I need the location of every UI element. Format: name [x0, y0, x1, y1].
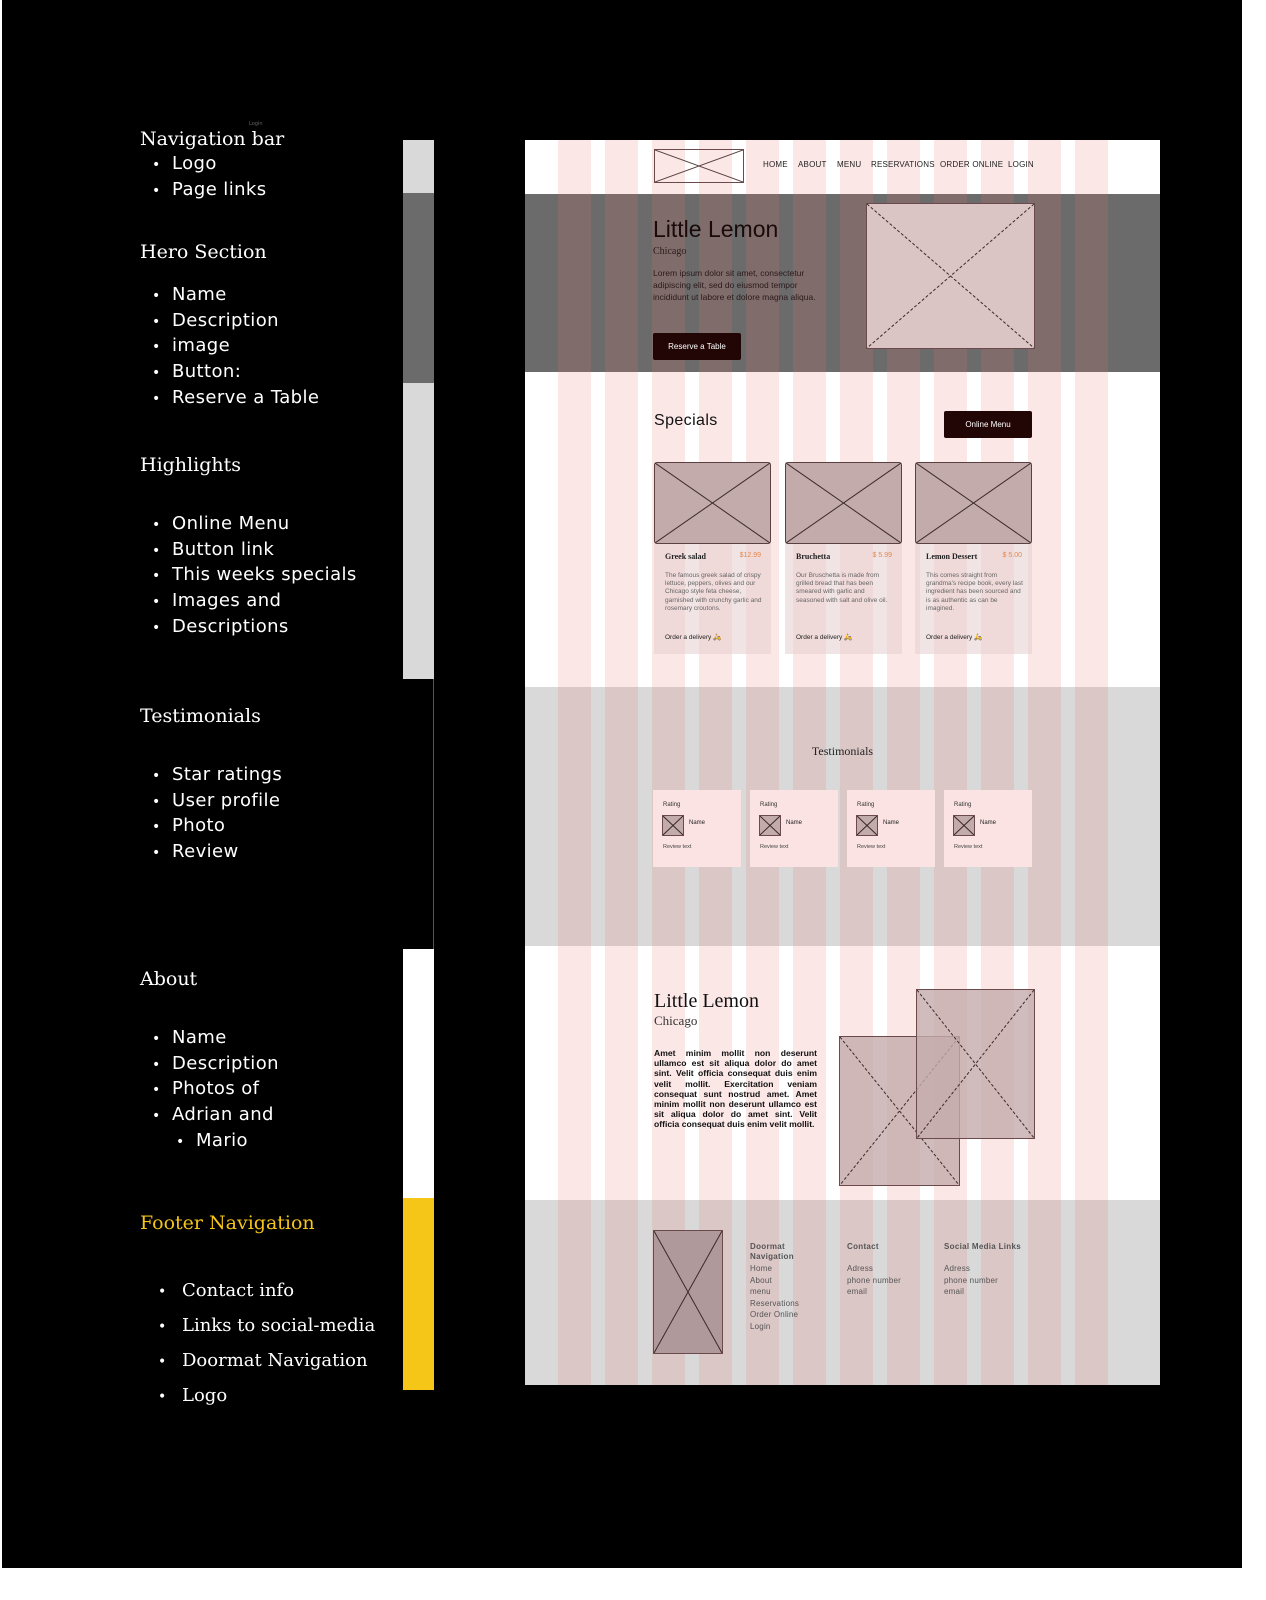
contact-email[interactable]: email: [847, 1287, 868, 1296]
order-delivery-label: Order a delivery: [665, 634, 712, 641]
footer-social-list: [944, 1263, 998, 1298]
footer-contact-heading: Contact: [847, 1242, 879, 1251]
hero-subtitle: Chicago: [653, 246, 687, 257]
ann-item: • Photo: [152, 814, 282, 840]
user-photo-placeholder: [759, 815, 781, 836]
ann-item: • User profile: [152, 789, 282, 815]
section-bar-highlights: [403, 383, 434, 679]
ann-title-navigation: Navigation bar: [140, 128, 285, 150]
testimonials-title: Testimonials: [811, 744, 874, 758]
ann-list-about: [152, 1026, 279, 1155]
tiny-label: Login: [249, 121, 263, 127]
testimonial-name: Name: [980, 820, 997, 826]
reserve-table-button[interactable]: Reserve a Table: [653, 333, 741, 360]
hero-image-placeholder: [866, 203, 1035, 349]
ann-list-highlights: [152, 512, 357, 641]
ann-item: • Reserve a Table: [152, 386, 319, 412]
nav-link-menu[interactable]: MENU: [837, 160, 862, 169]
footer-link-home[interactable]: Home: [750, 1264, 773, 1273]
special-card: [785, 462, 902, 654]
ann-item: • Page links: [152, 178, 267, 204]
ann-item: • Name: [152, 1026, 279, 1052]
footer-logo-placeholder[interactable]: [653, 1230, 723, 1354]
order-delivery-link[interactable]: [665, 633, 721, 641]
special-description: This comes straight from grandma's recipe book, every last ingredient has been sourced and is as authentic as can be imagined.: [926, 572, 1023, 612]
footer-doormat-heading: Doormat Navigation: [750, 1242, 794, 1261]
footer-band: [525, 1200, 1160, 1385]
ann-item: • Button link: [152, 538, 357, 564]
section-bar-about: [403, 949, 434, 1198]
special-price: $ 5.00: [1002, 552, 1022, 559]
user-photo-placeholder: [662, 815, 684, 836]
ann-title-highlights: Highlights: [140, 454, 241, 476]
ann-title-footer: Footer Navigation: [140, 1212, 315, 1234]
ann-item: • image: [152, 334, 319, 360]
ann-list-hero: [152, 283, 319, 412]
ann-item: • Logo: [152, 152, 267, 178]
ann-item: • Doormat Navigation: [158, 1344, 375, 1379]
special-card: [654, 462, 771, 654]
section-bar-nav: [403, 140, 434, 193]
ann-item: • Button:: [152, 360, 319, 386]
footer-doormat-links: [750, 1263, 799, 1332]
hero-band: [525, 194, 1160, 372]
nav-link-login[interactable]: LOGIN: [1008, 160, 1034, 169]
contact-phone[interactable]: phone number: [847, 1275, 901, 1285]
ann-title-hero: Hero Section: [140, 241, 267, 263]
user-photo-placeholder: [856, 815, 878, 836]
ann-list-footer: [158, 1274, 375, 1414]
special-description: Our Bruschetta is made from grilled bread that has been smeared with garlic and seasoned with salt and olive oil.: [796, 572, 888, 604]
footer-contact-list: [847, 1263, 901, 1298]
testimonial-name: Name: [883, 820, 900, 826]
delivery-icon: 🛵: [974, 634, 983, 641]
testimonial-name: Name: [689, 820, 706, 826]
ann-item: • Images and: [152, 589, 357, 615]
order-delivery-label: Order a delivery: [796, 634, 843, 641]
section-bar-testimonials: [403, 679, 434, 949]
testimonial-rating: Rating: [857, 802, 875, 808]
ann-title-about: About: [140, 968, 198, 990]
ann-title-testimonials: Testimonials: [140, 705, 261, 727]
about-subtitle: Chicago: [654, 1013, 698, 1028]
testimonials-band: [525, 687, 1160, 946]
user-photo-placeholder: [953, 815, 975, 836]
ann-item: • Links to social-media: [158, 1309, 375, 1344]
social-email[interactable]: email: [944, 1287, 965, 1296]
online-menu-button[interactable]: Online Menu: [944, 411, 1032, 438]
ann-item: • Description: [152, 1052, 279, 1078]
ann-item: • Descriptions: [152, 615, 357, 641]
logo-placeholder[interactable]: [654, 149, 744, 183]
ann-list-testimonials: [152, 763, 282, 866]
footer-link-about[interactable]: About: [750, 1275, 772, 1285]
hero-description: Lorem ipsum dolor sit amet, consectetur adipiscing elit, sed do eiusmod tempor incididunt ut labore et dolore magna aliqua.: [653, 268, 816, 302]
testimonial-review: Review text: [954, 844, 983, 850]
testimonial-rating: Rating: [760, 802, 778, 808]
social-phone[interactable]: phone number: [944, 1275, 998, 1285]
order-delivery-link[interactable]: [796, 633, 852, 641]
ann-list-navigation: [152, 152, 267, 203]
special-description: The famous greek salad of crispy lettuce, peppers, olives and our Chicago style feta cheese, garnished with crunchy garlic and rosemary croutons.: [665, 572, 762, 612]
specials-title: Specials: [654, 412, 718, 429]
testimonial-rating: Rating: [663, 802, 681, 808]
special-name: Lemon Dessert: [926, 552, 978, 561]
ann-item: • This weeks specials: [152, 563, 357, 589]
about-photo-placeholder-mario: [916, 989, 1035, 1139]
ann-item: • Logo: [158, 1379, 375, 1414]
special-image-placeholder: [654, 462, 771, 544]
nav-link-home[interactable]: HOME: [763, 160, 788, 169]
footer-link-reservations[interactable]: Reservations: [750, 1298, 800, 1308]
about-title: Little Lemon: [654, 990, 759, 1012]
delivery-icon: 🛵: [844, 634, 853, 641]
social-address[interactable]: Adress: [944, 1264, 971, 1273]
special-price: $12.99: [739, 552, 761, 559]
contact-address: Adress: [847, 1264, 874, 1273]
delivery-icon: 🛵: [713, 634, 722, 641]
order-delivery-link[interactable]: [926, 633, 982, 641]
about-description: Amet minim mollit non deserunt ullamco est sit aliqua dolor do amet sint. Velit officia consequat duis enim velit mollit. Exercitation veniam consequat sunt nostrud amet. Amet minim mollit non deserunt ullamco est sit aliqua dolor do amet sint. Velit officia consequat duis enim velit mollit.: [654, 1048, 817, 1130]
ann-item: • Name: [152, 283, 319, 309]
ann-item: • Online Menu: [152, 512, 357, 538]
section-bar-hero: [403, 193, 434, 383]
ann-item: • Review: [152, 840, 282, 866]
testimonial-card: [750, 790, 838, 867]
testimonial-review: Review text: [857, 844, 886, 850]
testimonial-card: [847, 790, 935, 867]
order-delivery-label: Order a delivery: [926, 634, 973, 641]
footer-link-menu[interactable]: menu: [750, 1287, 771, 1296]
nav-link-reservations[interactable]: RESERVATIONS: [871, 160, 935, 169]
ann-item: • Contact info: [158, 1274, 375, 1309]
special-name: Bruchetta: [796, 552, 831, 561]
ann-item: • Adrian and: [152, 1103, 279, 1129]
hero-title: Little Lemon: [653, 216, 779, 242]
ann-item: • Star ratings: [152, 763, 282, 789]
nav-link-order-online[interactable]: ORDER ONLINE: [940, 160, 1004, 169]
special-card: [915, 462, 1032, 654]
testimonial-review: Review text: [760, 844, 789, 850]
footer-social-heading: Social Media Links: [944, 1242, 1021, 1251]
footer-link-order-online[interactable]: Order Online: [750, 1310, 799, 1319]
testimonial-name: Name: [786, 820, 803, 826]
testimonial-card: [653, 790, 741, 867]
testimonial-review: Review text: [663, 844, 692, 850]
ann-item: • Description: [152, 309, 319, 335]
special-image-placeholder: [785, 462, 902, 544]
wireframe-page: [525, 140, 1160, 1385]
special-price: $ 5.99: [872, 552, 892, 559]
ann-item: • Photos of: [152, 1077, 279, 1103]
nav-link-about[interactable]: ABOUT: [798, 160, 827, 169]
special-image-placeholder: [915, 462, 1032, 544]
section-bar-footer: [403, 1198, 434, 1390]
testimonial-rating: Rating: [954, 802, 972, 808]
testimonial-card: [944, 790, 1032, 867]
footer-link-login[interactable]: Login: [750, 1321, 771, 1331]
ann-item: • Mario: [152, 1129, 279, 1155]
design-board: [2, 0, 1242, 1568]
special-name: Greek salad: [665, 552, 706, 561]
